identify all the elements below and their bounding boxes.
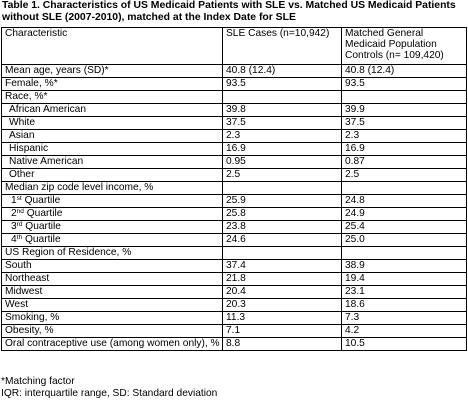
sle-value: 0.95: [223, 156, 342, 169]
row-label: Native American: [2, 156, 223, 169]
row-label: Mean age, years (SD)*: [2, 65, 223, 78]
sle-value: 16.9: [223, 143, 342, 156]
control-value: 23.1: [342, 286, 467, 299]
control-value: 24.9: [342, 208, 467, 221]
table-row: [2, 143, 467, 156]
table-row: [2, 182, 467, 195]
control-value: 25.0: [342, 234, 467, 247]
control-value: 24.8: [342, 195, 467, 208]
row-label: [2, 234, 223, 247]
quartile-number: 1: [11, 195, 17, 206]
row-label: South: [2, 260, 223, 273]
quartile-number: 2: [11, 208, 17, 219]
header-sle-cases: SLE Cases (n=10,942): [223, 28, 342, 65]
row-label: [2, 208, 223, 221]
sle-value: 25.8: [223, 208, 342, 221]
row-label: Obesity, %: [2, 325, 223, 338]
row-label: Asian: [2, 130, 223, 143]
characteristics-table: [1, 27, 467, 351]
sle-value: 21.8: [223, 273, 342, 286]
section-label: US Region of Residence, %: [2, 247, 223, 260]
quartile-number: 3: [11, 221, 17, 232]
row-label: Oral contraceptive use (among women only), %: [2, 338, 223, 351]
control-value: 2.5: [342, 169, 467, 182]
table-row: [2, 273, 467, 286]
row-label: Female, %*: [2, 78, 223, 91]
table-row: [2, 169, 467, 182]
sle-value: 8.8: [223, 338, 342, 351]
sle-value: 7.1: [223, 325, 342, 338]
table-header-row: [2, 28, 467, 65]
footnote-abbreviations: IQR: interquartile range, SD: Standard deviation: [1, 388, 218, 399]
control-value: 2.3: [342, 130, 467, 143]
empty-cell: [223, 247, 342, 260]
sle-value: 37.4: [223, 260, 342, 273]
row-label: [2, 221, 223, 234]
row-label: Other: [2, 169, 223, 182]
ordinal-suffix: th: [16, 234, 23, 241]
row-label: Northeast: [2, 273, 223, 286]
table-row: [2, 325, 467, 338]
table-row: [2, 130, 467, 143]
table-row: [2, 312, 467, 325]
quartile-number: 4: [11, 234, 17, 245]
sle-value: 2.3: [223, 130, 342, 143]
quartile-word: Quartile: [25, 221, 61, 232]
sle-value: 11.3: [223, 312, 342, 325]
table-row: [2, 78, 467, 91]
control-value: 25.4: [342, 221, 467, 234]
row-label: Midwest: [2, 286, 223, 299]
table-row: [2, 299, 467, 312]
table-row: [2, 91, 467, 104]
sle-value: 40.8 (12.4): [223, 65, 342, 78]
table-row: [2, 234, 467, 247]
control-value: 40.8 (12.4): [342, 65, 467, 78]
row-label: Hispanic: [2, 143, 223, 156]
row-label: African American: [2, 104, 223, 117]
empty-cell: [342, 182, 467, 195]
footnote-matching-factor: *Matching factor: [1, 376, 75, 387]
sle-value: 25.9: [223, 195, 342, 208]
sle-value: 20.3: [223, 299, 342, 312]
table-row: [2, 156, 467, 169]
empty-cell: [223, 182, 342, 195]
ordinal-suffix: nd: [16, 208, 24, 215]
control-value: 19.4: [342, 273, 467, 286]
sle-value: 93.5: [223, 78, 342, 91]
quartile-word: Quartile: [26, 208, 63, 219]
row-label: Smoking, %: [2, 312, 223, 325]
control-value: 16.9: [342, 143, 467, 156]
control-value: 7.3: [342, 312, 467, 325]
section-label: Median zip code level income, %: [2, 182, 223, 195]
section-label: Race, %*: [2, 91, 223, 104]
table-caption: Table 1. Characteristics of US Medicaid Patients with SLE vs. Matched US Medicaid Patients without SLE (2007-2010), matched at the Index Date for SLE: [2, 0, 456, 23]
table-row: [2, 221, 467, 234]
sle-value: 23.8: [223, 221, 342, 234]
empty-cell: [342, 91, 467, 104]
sle-value: 39.8: [223, 104, 342, 117]
sle-value: 20.4: [223, 286, 342, 299]
row-label: West: [2, 299, 223, 312]
row-label: [2, 195, 223, 208]
table-footnotes: [1, 376, 217, 400]
table-row: [2, 260, 467, 273]
table-row: [2, 117, 467, 130]
table-row: [2, 247, 467, 260]
empty-cell: [223, 91, 342, 104]
quartile-word: Quartile: [24, 234, 61, 245]
empty-cell: [342, 247, 467, 260]
row-label: White: [2, 117, 223, 130]
sle-value: 24.6: [223, 234, 342, 247]
sle-value: 2.5: [223, 169, 342, 182]
control-value: 37.5: [342, 117, 467, 130]
control-value: 10.5: [342, 338, 467, 351]
control-value: 4.2: [342, 325, 467, 338]
table-row: [2, 208, 467, 221]
control-value: 38.9: [342, 260, 467, 273]
table-row: [2, 104, 467, 117]
table-row: [2, 286, 467, 299]
ordinal-suffix: st: [16, 195, 22, 202]
sle-value: 37.5: [223, 117, 342, 130]
table-row: [2, 65, 467, 78]
control-value: 93.5: [342, 78, 467, 91]
control-value: 39.9: [342, 104, 467, 117]
header-matched-controls: Matched General Medicaid Population Controls (n= 109,420): [342, 28, 467, 65]
header-characteristic: Characteristic: [2, 28, 223, 65]
ordinal-suffix: rd: [16, 221, 23, 228]
quartile-word: Quartile: [24, 195, 61, 206]
control-value: 18.6: [342, 299, 467, 312]
table-row: [2, 195, 467, 208]
control-value: 0.87: [342, 156, 467, 169]
table-row: [2, 338, 467, 351]
